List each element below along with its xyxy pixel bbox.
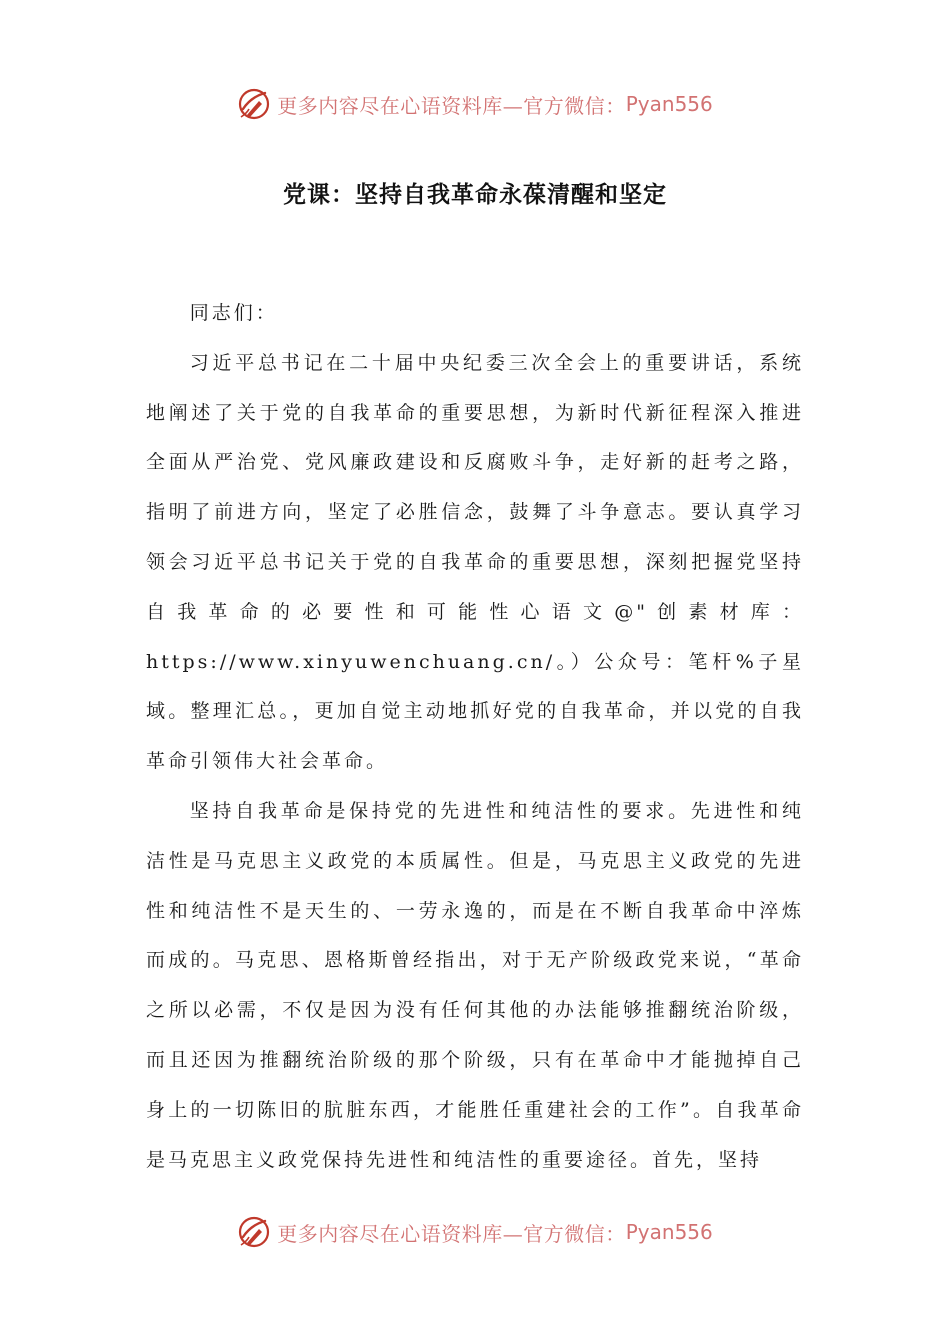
paragraph-2: 坚持自我革命是保持党的先进性和纯洁性的要求。先进性和纯洁性是马克思主义政党的本质属性。但是，马克思主义政党的先进性和纯洁性不是天生的、一劳永逸的，而是在不断自我革命中淬炼而成的。马克思、恩格斯曾经指出，对于无产阶级政党来说，“革命之所以必需，不仅是因为没有任何其他的办法能够推翻统治阶级，而且还因为推翻统治阶级的那个阶级，只有在革命中才能抛掉自己身上的一切陈旧的肮脏东西，才能胜任重建社会的工作”。自我革命是马克思主义政党保持先进性和纯洁性的重要途径。首先，坚持 — [146, 799, 804, 1171]
document-title: 党课：坚持自我革命永葆清醒和坚定 — [283, 182, 667, 208]
banner-handle: Pyan556 — [625, 1220, 713, 1244]
pen-logo-icon — [237, 87, 271, 121]
paragraph-1: 习近平总书记在二十届中央纪委三次全会上的重要讲话，系统地阐述了关于党的自我革命的重要思想，为新时代新征程深入推进全面从严治党、党风廉政建设和反腐败斗争，走好新的赶考之路，指明了前进方向，坚定了必胜信念，鼓舞了斗争意志。要认真学习领会习近平总书记关于党的自我革命的重要思想，深刻把握党坚持自我革命的必要性和可能性心语文@"创素材库：https://www.xinyuwenchuang.cn/。）公众号：笔杆%子星域。整理汇总。，更加自觉主动地抓好党的自我革命，并以党的自我革命引领伟大社会革命。 — [146, 351, 804, 773]
document-body — [146, 289, 804, 1185]
pen-logo-icon — [237, 1215, 271, 1249]
footer-watermark-banner — [0, 1212, 950, 1252]
banner-text: 更多内容尽在心语资料库—官方微信： — [277, 93, 626, 118]
banner-handle: Pyan556 — [625, 92, 713, 116]
header-watermark-banner — [0, 84, 950, 124]
banner-text: 更多内容尽在心语资料库—官方微信： — [277, 1221, 626, 1246]
salutation: 同志们： — [189, 302, 278, 324]
